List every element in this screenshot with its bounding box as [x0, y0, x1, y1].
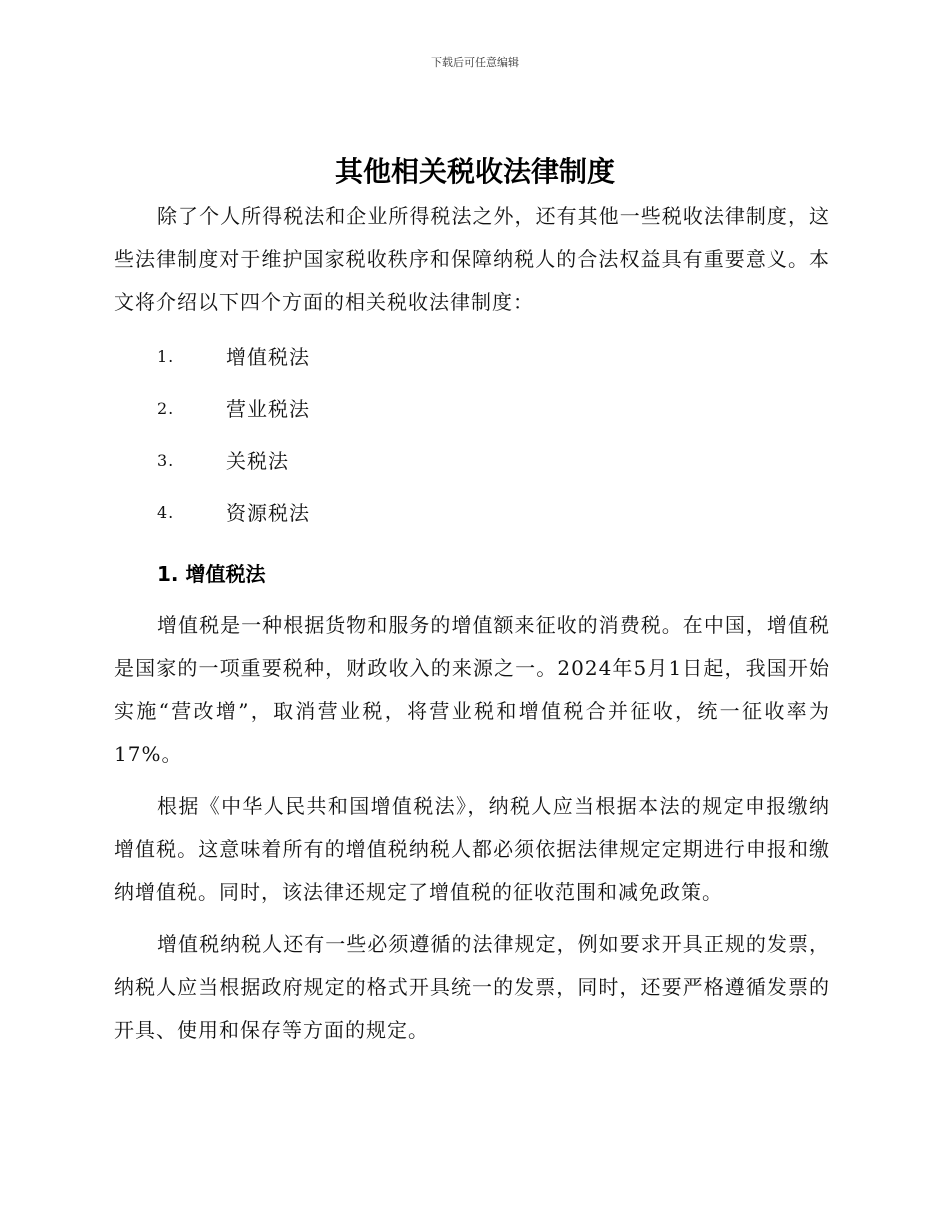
- list-item: [114, 383, 830, 435]
- topic-list: [114, 331, 830, 539]
- list-item-number: 3.: [157, 451, 175, 470]
- section-paragraph: 增值税是一种根据货物和服务的增值额来征收的消费税。在中国，增值税是国家的一项重要税种，财政收入的来源之一。2024年5月1日起，我国开始实施“营改增”，取消营业税，将营业税和增值税合并征收，统一征收率为17%。: [114, 613, 830, 766]
- list-item-text: 关税法: [226, 449, 289, 473]
- list-item-number: 4.: [157, 503, 175, 522]
- list-item: [114, 435, 830, 487]
- list-item-text: 营业税法: [226, 397, 310, 421]
- section-paragraph: 增值税纳税人还有一些必须遵循的法律规定，例如要求开具正规的发票，纳税人应当根据政府规定的格式开具统一的发票，同时，还要严格遵循发票的开具、使用和保存等方面的规定。: [114, 932, 830, 1042]
- document-body: [114, 195, 830, 1052]
- list-item: [114, 487, 830, 539]
- list-item-number: 2.: [157, 399, 175, 418]
- document-title: 其他相关税收法律制度: [334, 155, 615, 188]
- section-paragraph: 根据《中华人民共和国增值税法》，纳税人应当根据本法的规定申报缴纳增值税。这意味着所有的增值税纳税人都必须依据法律规定定期进行申报和缴纳增值税。同时，该法律还规定了增值税的征收范围和减免政策。: [114, 794, 830, 904]
- list-item: [114, 331, 830, 383]
- section-heading: 1. 增值税法: [157, 562, 266, 586]
- list-item-number: 1.: [157, 347, 175, 366]
- intro-paragraph: 除了个人所得税法和企业所得税法之外，还有其他一些税收法律制度，这些法律制度对于维护国家税收秩序和保障纳税人的合法权益具有重要意义。本文将介绍以下四个方面的相关税收法律制度：: [114, 204, 830, 314]
- list-item-text: 资源税法: [226, 501, 310, 525]
- list-item-text: 增值税法: [226, 345, 310, 369]
- page-header: 下载后可任意编辑: [431, 56, 519, 69]
